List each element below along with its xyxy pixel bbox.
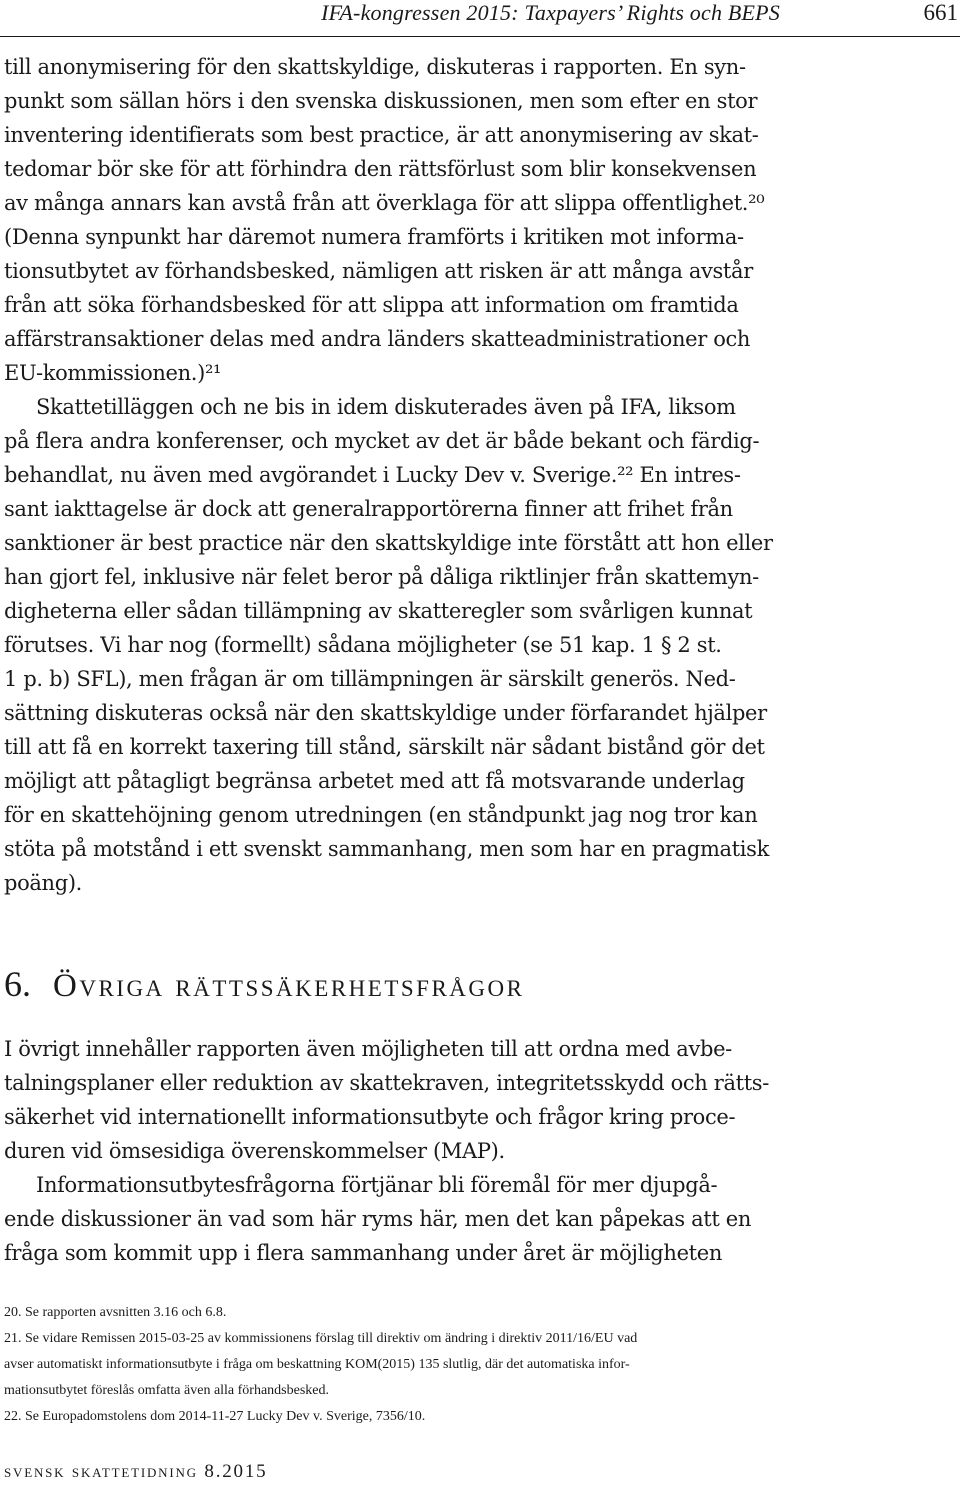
footnote: avser automatiskt informationsutbyte i fråga om beskattning KOM(2015) 135 slutlig, där det automatiska infor-: [4, 1357, 630, 1372]
body-line: möjligt att påtagligt begränsa arbetet med att få motsvarande underlag: [4, 769, 745, 793]
section-line: talningsplaner eller reduktion av skattekraven, integritetsskydd och rätts-: [4, 1071, 769, 1095]
body-line: inventering identifierats som best practice, är att anonymisering av skat-: [4, 123, 759, 147]
body-line: av många annars kan avstå från att överklaga för att slippa offentlighet.²⁰: [4, 191, 765, 215]
body-line: behandlat, nu även med avgörandet i Lucky Dev v. Sverige.²² En intres-: [4, 463, 741, 487]
section-title: Övriga rättssäkerhetsfrågor: [53, 968, 525, 1004]
body-line: punkt som sällan hörs i den svenska diskussionen, men som efter en stor: [4, 89, 758, 113]
section-line: ende diskussioner än vad som här ryms här, men det kan påpekas att en: [4, 1207, 752, 1231]
body-line: sanktioner är best practice när den skattskyldige inte förstått att hon eller: [4, 531, 773, 555]
page-number: 661: [923, 0, 958, 25]
body-line: Skattetilläggen och ne bis in idem diskuterades även på IFA, liksom: [36, 395, 736, 419]
body-line: sättning diskuteras också när den skattskyldige under förfarandet hjälper: [4, 701, 767, 725]
section-line: I övrigt innehåller rapporten även möjligheten till att ordna med avbe-: [4, 1037, 732, 1061]
body-line: till anonymisering för den skattskyldige, diskuteras i rapporten. En syn-: [4, 55, 746, 79]
section-line: Informationsutbytesfrågorna förtjänar bli föremål för mer djupgå-: [36, 1173, 718, 1197]
body-line: (Denna synpunkt har däremot numera framförts i kritiken mot informa-: [4, 225, 744, 249]
footnote: 20. Se rapporten avsnitten 3.16 och 6.8.: [4, 1305, 227, 1320]
body-line: från att söka förhandsbesked för att slippa att information om framtida: [4, 293, 739, 317]
header-divider: [0, 36, 960, 37]
body-line: 1 p. b) SFL), men frågan är om tillämpningen är särskilt generös. Ned-: [4, 667, 736, 691]
footnote: 22. Se Europadomstolens dom 2014-11-27 Lucky Dev v. Sverige, 7356/10.: [4, 1409, 426, 1424]
section-line: säkerhet vid internationellt informationsutbyte och frågor kring proce-: [4, 1105, 736, 1129]
body-line: förutses. Vi har nog (formellt) sådana möjligheter (se 51 kap. 1 § 2 st.: [4, 633, 722, 657]
body-line: sant iakttagelse är dock att generalrapportörerna finner att frihet från: [4, 497, 733, 521]
body-line: till att få en korrekt taxering till stånd, särskilt när sådant bistånd gör det: [4, 735, 765, 759]
journal-footer: svensk skattetidning 8.2015: [4, 1461, 268, 1482]
footnote: mationsutbytet föreslås omfatta även alla förhandsbesked.: [4, 1383, 330, 1398]
section-line: fråga som kommit upp i flera sammanhang under året är möjligheten: [4, 1241, 722, 1265]
section-line: duren vid ömsesidiga överenskommelser (MAP).: [4, 1139, 505, 1163]
footnote: 21. Se vidare Remissen 2015-03-25 av kommissionens förslag till direktiv om ändring i direktiv 2011/16/EU vad: [4, 1331, 638, 1346]
body-line: på flera andra konferenser, och mycket av det är både bekant och färdig-: [4, 429, 760, 453]
body-line: EU-kommissionen.)²¹: [4, 361, 222, 385]
section-heading: [4, 963, 524, 1005]
section-number: 6.: [4, 964, 31, 1004]
body-line: affärstransaktioner delas med andra länders skatteadministrationer och: [4, 327, 751, 351]
body-line: poäng).: [4, 871, 82, 895]
body-line: för en skattehöjning genom utredningen (en ståndpunkt jag nog tror kan: [4, 803, 758, 827]
body-line: tionsutbytet av förhandsbesked, nämligen att risken är att många avstår: [4, 259, 753, 283]
body-line: tedomar bör ske för att förhindra den rättsförlust som blir konsekvensen: [4, 157, 757, 181]
body-line: stöta på motstånd i ett svenskt sammanhang, men som har en pragmatisk: [4, 837, 769, 861]
body-line: digheterna eller sådan tillämpning av skatteregler som svårligen kunnat: [4, 599, 753, 623]
running-header-title: IFA-kongressen 2015: Taxpayers’ Rights och BEPS: [321, 0, 780, 25]
body-line: han gjort fel, inklusive när felet beror på dåliga riktlinjer från skattemyn-: [4, 565, 759, 589]
